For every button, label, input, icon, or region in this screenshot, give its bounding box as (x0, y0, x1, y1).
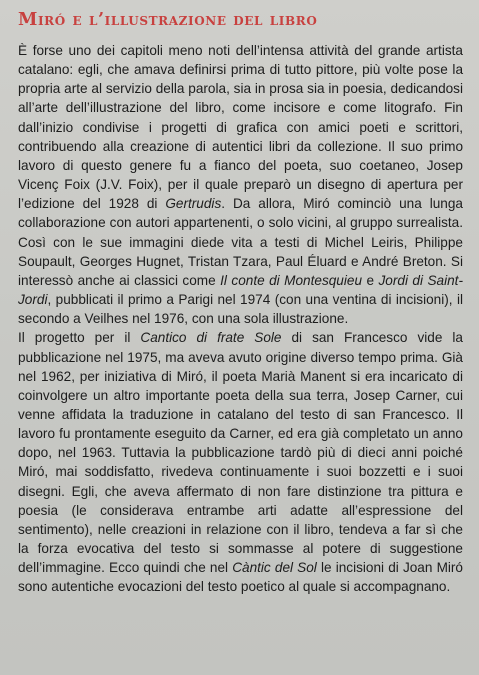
panel-title: Miró e l’illustrazione del libro (18, 10, 318, 30)
book-title-conte-di-montesquieu: Il conte di Montesquieu (220, 272, 362, 288)
book-title-cantic-del-sol: Càntic del Sol (232, 560, 317, 576)
paragraph-2-text-2: di san Francesco vide la pubblicazione nel 1975, ma aveva avuto origine diverso tempo prima. Già nel 1962, per iniziativa di Miró, il poeta Marià Manent si era incaricato di coinvolgere un altro importante poeta della sua terra, Josep Carner, cui venne affidata la traduzione in catalano del testo di san Francesco. Il lavoro fu prontamente eseguito da Carner, ed era già completato un anno dopo, nel 1963. Tuttavia la pubblicazione tardò più di dieci anni poiché Miró, mai soddisfatto, rivedeva continuamente i suoi bozzetti e i suoi disegni. Egli, che aveva affermato di non fare distinzione tra pittura e poesia (le considerava entrambe arti adatte all’espressione del sentimento), nelle creazioni in relazione con il libro, tendeva a far sì che la forza evocativa del testo si sommasse al potere di suggestione dell’immagine. Ecco quindi che nel (18, 330, 463, 576)
paragraph-1-text-2: . Da allora, Miró cominciò una lunga collaborazione con autori appartenenti, o solo vicini, al gruppo surrealista. Così con le sue immagini diede vita a testi di Michel Leiris, Philippe Soupault, Georges Hugnet, Tristan Tzara, Paul Éluard e André Breton. Si interessò anche ai classici come (18, 196, 463, 288)
paragraph-1-text-4: , pubblicati il primo a Parigi nel 1974 (con una ventina di incisioni), il secondo a Veilhes nel 1976, con una sola illustrazione. (18, 292, 463, 327)
paragraph-2 (18, 328, 463, 596)
paragraph-1-text-1: È forse uno dei capitoli meno noti dell’intensa attività del grande artista catalano: egli, che amava definirsi prima di tutto pittore, più volte pose la propria arte al servizio della parola, sia in prosa sia in poesia, dedicandosi all’arte dell’illustrazione del libro, come incisore e come litografo. Fin dall’inizio condivise i progetti di grafica con amici poeti e scrittori, contribuendo alla creazione di autentici libri da collezione. Il suo primo lavoro di questo genere fu a fianco del poeta, suo coetaneo, Josep Vicenç Foix (J.V. Foix), per il quale preparò un disegno di apertura per l’edizione del 1928 di (18, 43, 463, 212)
paragraph-2-text-3: le incisioni di Joan Miró sono autentiche evocazioni del testo poetico al quale si accompagnano. (18, 560, 463, 595)
book-title-gertrudis: Gertrudis (165, 196, 222, 212)
paragraph-2-text-1: Il progetto per il (18, 330, 141, 346)
book-title-jordi-di-saint-jordi: Jordi di Saint-Jordi (18, 272, 463, 308)
book-title-cantico-di-frate-sole: Cantico di frate Sole (140, 330, 282, 346)
paragraph-1 (18, 41, 463, 328)
paragraph-1-text-3: e (362, 272, 379, 288)
